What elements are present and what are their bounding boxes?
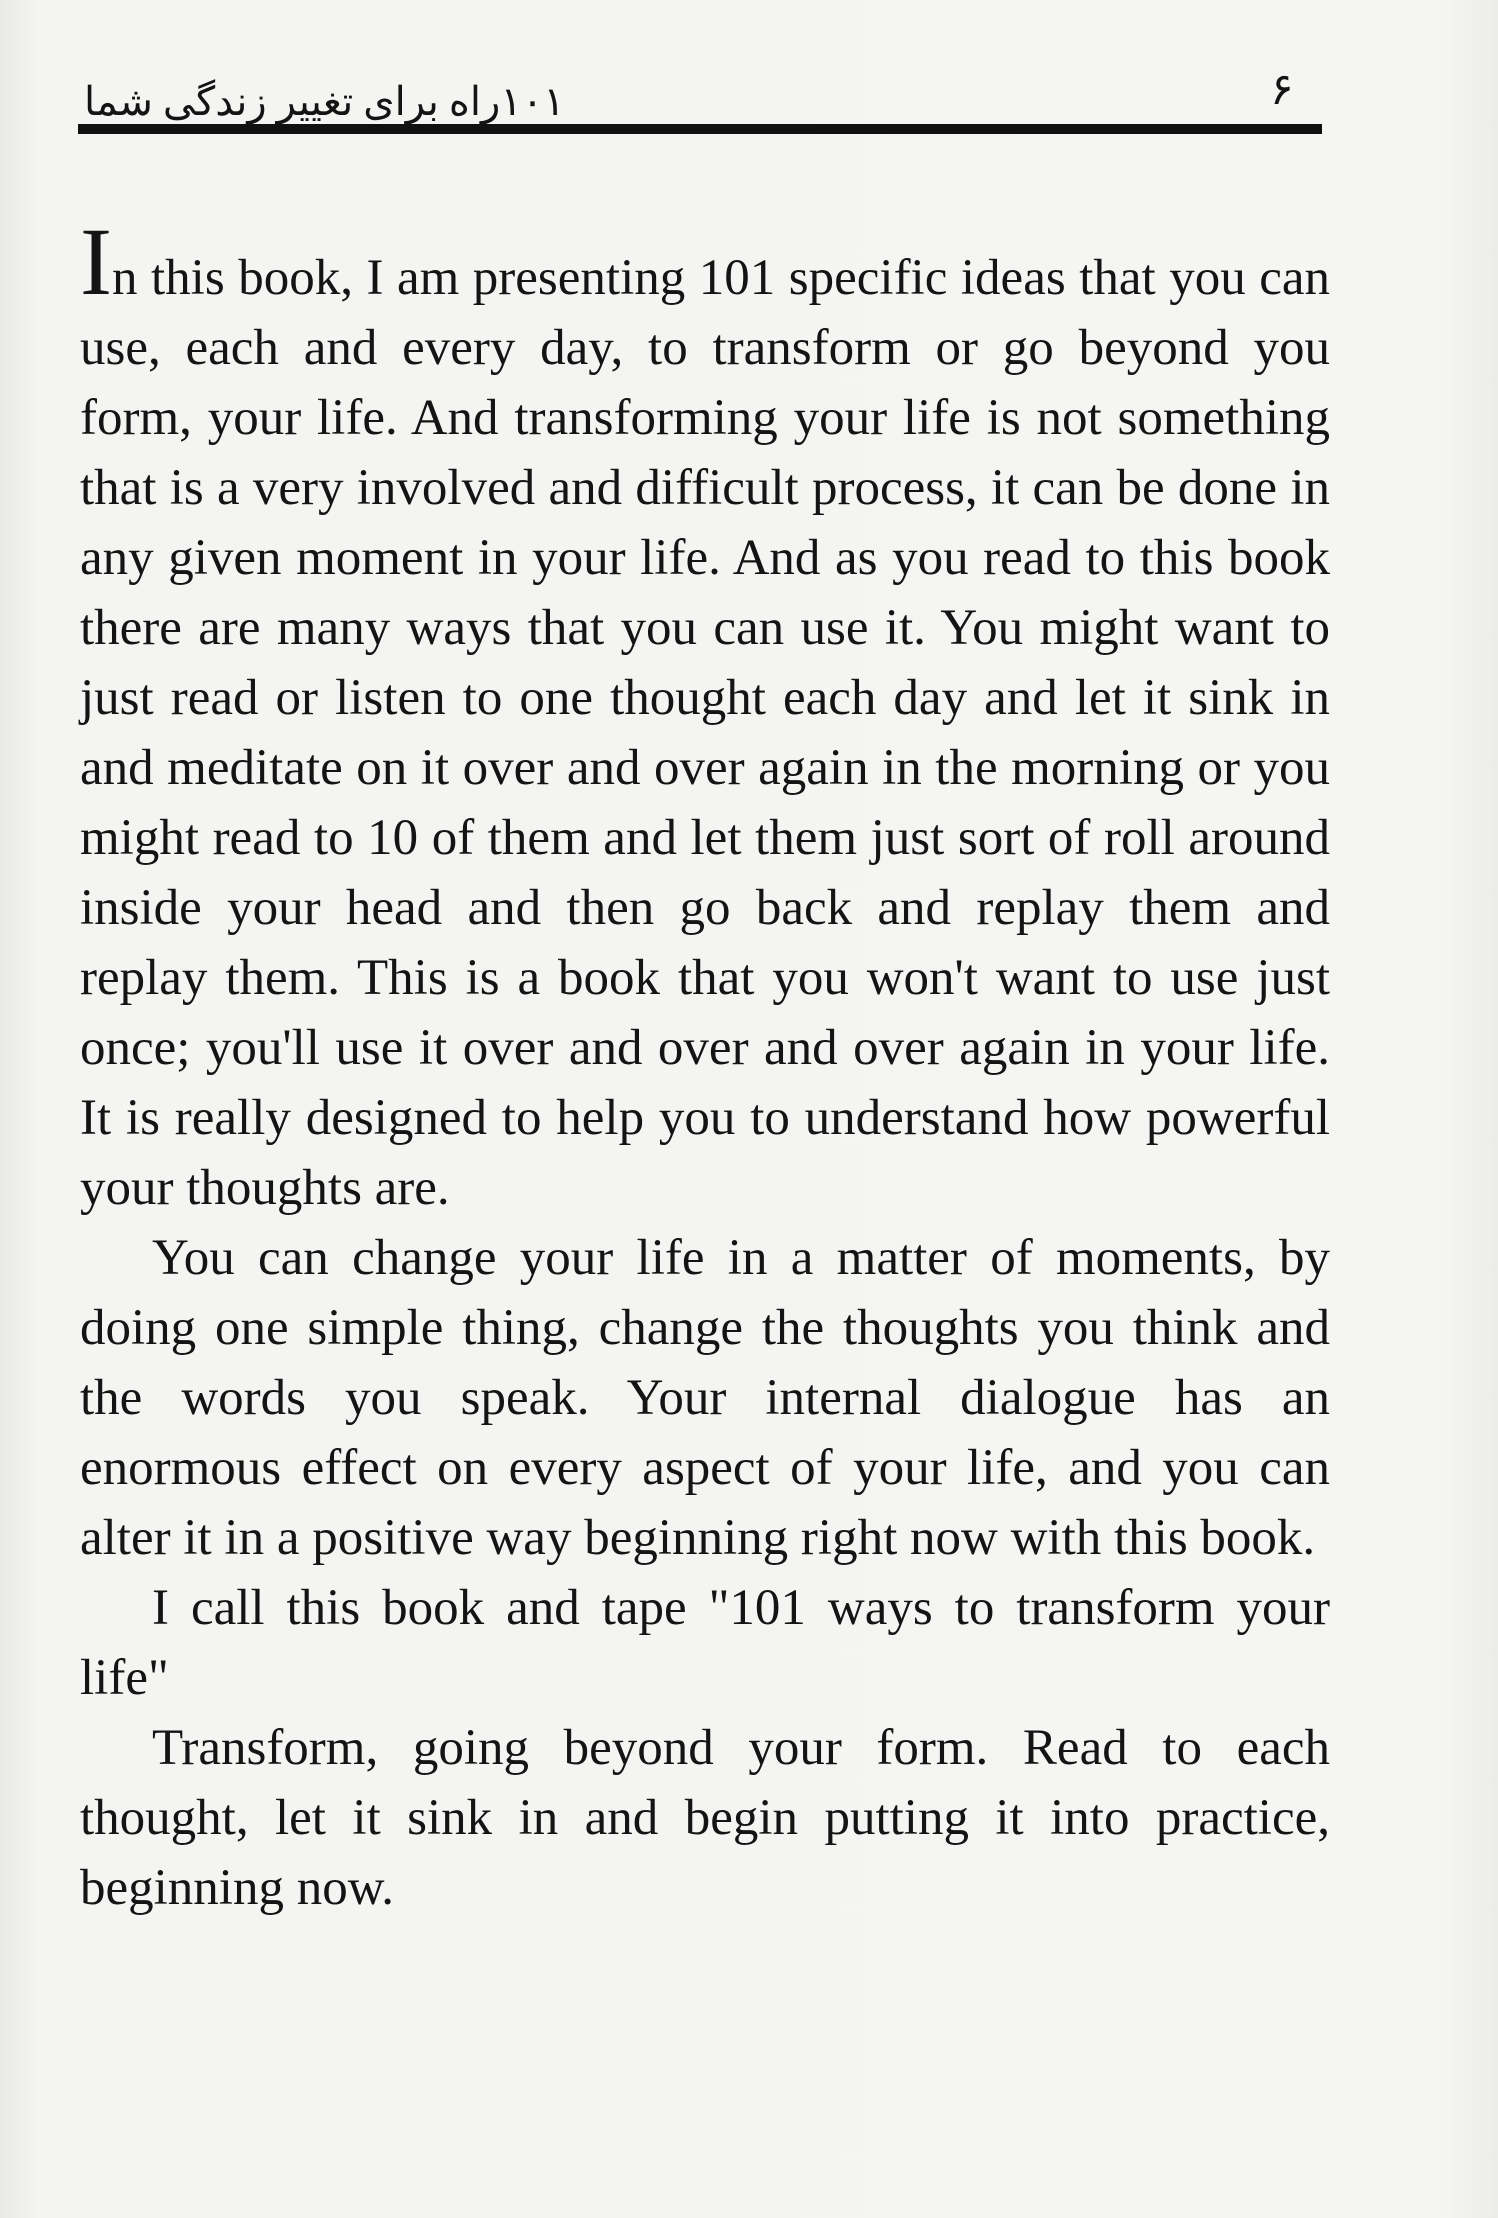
- paragraph-2: You can change your life in a matter of moments, by doing one simple thing, change the thoughts you think and the words you speak. Your internal dialogue has an enormous effect on every aspect of your life, and you can alter it in a positive way beginning right now with this book.: [80, 1230, 1330, 1566]
- paragraph-1-text: n this book, I am presenting 101 specific ideas that you can use, each and every day, to transform or go beyond you form, your life. And transforming your life is not something that is a very involved and difficult process, it can be done in any given moment in your life. And as you read to this book there are many ways that you can use it. You might want to just read or listen to one thought each day and let it sink in and meditate on it over and over again in the morning or you might read to 10 of them and let them just sort of roll around inside your head and then go back and replay them and replay them. This is a book that you won't want to use just once; you'll use it over and over and over again in your life. It is really designed to help you to understand how powerful your thoughts are.: [80, 250, 1330, 1216]
- page-number: ۶: [1270, 65, 1294, 114]
- drop-cap-initial: I: [80, 208, 112, 315]
- paragraph-4: Transform, going beyond your form. Read to each thought, let it sink in and begin putting it into practice, beginning now.: [80, 1720, 1330, 1916]
- running-title: ۱۰۱راه برای تغییر زندگی شما: [84, 79, 565, 124]
- header-rule: [78, 124, 1322, 134]
- paragraph-3: I call this book and tape "101 ways to transform your life": [80, 1580, 1330, 1706]
- paragraph-1: [80, 208, 1330, 1223]
- body-text: [80, 208, 1330, 1923]
